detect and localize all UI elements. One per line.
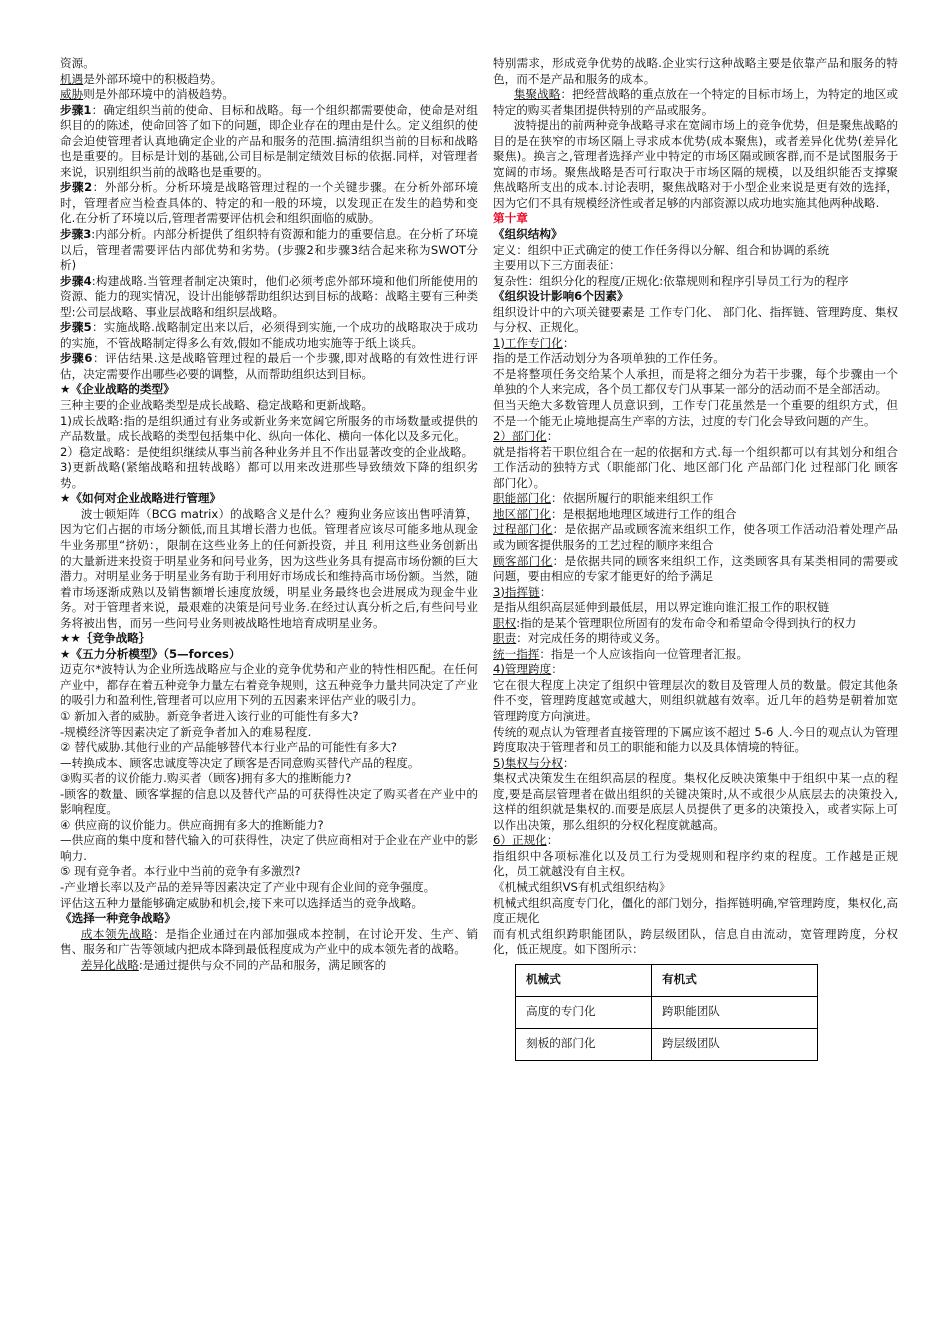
paragraph <box>60 864 478 880</box>
paragraph-text: 迈克尔*波特认为企业所选战略应与企业的竞争优势和产业的特性相匹配。在任何产业中，都存在着五种竞争力量左右着竞争规则，这五种竞争力量共同决定了产业的吸引力和盈利性,管理者可以应用下列的五因素来评估产业的吸引力。 <box>60 662 478 708</box>
paragraph <box>60 56 478 72</box>
bold-heading: 步骤6 <box>60 351 93 366</box>
paragraph <box>493 398 898 429</box>
underlined-term: 机遇 <box>60 71 84 86</box>
paragraph-text: -顾客的数量、顾客掌握的信息以及替代产品的可获得性决定了购买者在产业中的影响程度。 <box>60 786 478 817</box>
paragraph-text: :内部分析。内部分析提供了组织特有资源和能力的重要信息。在分析了环境以后，管理者需要评估内部优势和劣势。(步骤2和步骤3结合起来称为SWOT分析) <box>60 227 478 273</box>
paragraph <box>493 445 898 492</box>
paragraph-text: ： <box>562 755 575 770</box>
chapter-heading: 第十章 <box>493 211 528 226</box>
bold-heading: 步骤1 <box>60 102 92 117</box>
paragraph <box>60 274 478 321</box>
paragraph <box>493 631 898 647</box>
paragraph <box>493 336 898 352</box>
paragraph-text: 机械式组织高度专门化，僵化的部门划分，指挥链明确,窄管理跨度，集权化,高度正规化 <box>493 895 898 926</box>
paragraph <box>493 585 898 601</box>
paragraph-text: 但当天绝大多数管理人员意识到，工作专门花虽然是一个重要的组织方式，但不是一个能无止境地提高生产率的方法，过度的专门化会导致问题的产生。 <box>493 398 898 428</box>
underlined-term: 5)集权与分权 <box>493 755 563 770</box>
paragraph <box>493 491 898 507</box>
underlined-term: 职责 <box>493 631 517 646</box>
underlined-term: 职能部门化 <box>493 491 551 506</box>
paragraph <box>60 787 478 818</box>
right-column <box>493 56 898 1061</box>
paragraph-text: -规模经济等因素决定了新竞争者加入的难易程度. <box>60 724 312 739</box>
paragraph-text: -产业增长率以及产品的差异等因素决定了产业中现有企业间的竞争强度。 <box>60 879 436 894</box>
paragraph-text: ② 替代威胁.其他行业的产品能够替代本行业产品的可能性有多大? <box>60 740 397 755</box>
paragraph <box>493 600 898 616</box>
paragraph <box>493 771 898 833</box>
paragraph-text: —供应商的集中度和替代输入的可获得性，决定了供应商相对于企业在产业中的影响力. <box>60 833 478 863</box>
paragraph-text: 则是外部环境中的消极趋势。 <box>83 87 234 102</box>
paragraph <box>60 87 478 103</box>
underlined-term: 威胁 <box>60 87 84 102</box>
paragraph <box>60 414 478 445</box>
paragraph-text: ③购买者的议价能力.购买者（顾客)拥有多大的推断能力? <box>60 771 352 786</box>
paragraph <box>493 351 898 367</box>
paragraph <box>493 616 898 632</box>
paragraph-text: 是指从组织高层延伸到最低层，用以界定谁向谁汇报工作的职权链 <box>493 600 830 615</box>
paragraph <box>493 118 898 211</box>
underlined-term: 集聚战略 <box>513 87 561 102</box>
paragraph-text: ：指是一个人应该指向一位管理者汇报。 <box>539 646 749 661</box>
table-row <box>516 996 818 1028</box>
paragraph <box>60 507 478 631</box>
underlined-term: 6）正规化 <box>493 833 547 848</box>
paragraph <box>60 647 478 663</box>
bold-heading: 步骤2 <box>60 180 93 195</box>
paragraph-text: 评估这五种力量能够确定威胁和机会,接下来可以选择适当的竞争战略。 <box>60 895 424 910</box>
paragraph-text: 3)更新战略(紧缩战略和扭转战略）都可以用来改进那些导致绩效下降的组织劣势。 <box>60 460 478 490</box>
paragraph <box>60 725 478 741</box>
paragraph <box>493 243 898 259</box>
paragraph-text: 传统的观点认为管理者直接管理的下属应该不超过 5-6 人.今日的观点认为管理跨度取决于管理者和员工的职能和能力以及具体情境的特征。 <box>493 724 898 755</box>
paragraph <box>493 833 898 849</box>
paragraph-text: ： <box>546 833 559 848</box>
paragraph-text: ：是依据共同的顾客来组织工作，这类顾客具有某类相同的需要或问题，要由相应的专家才能更好的给予满足 <box>493 553 898 584</box>
paragraph-text: ： <box>562 335 575 350</box>
paragraph-text: ：把经营战略的重点放在一个特定的目标市场上，为特定的地区或特定的购买者集团提供特别的产品或服务。 <box>493 87 898 117</box>
paragraph <box>493 274 898 290</box>
table-header-cell: 机械式 <box>516 964 652 996</box>
paragraph <box>493 522 898 553</box>
paragraph <box>60 709 478 725</box>
paragraph-text: 是外部环境中的积极趋势。 <box>83 71 223 86</box>
paragraph <box>60 911 478 927</box>
paragraph-text: ：是根据地地理区域进行工作的组合 <box>550 506 737 521</box>
paragraph-text: ：是依据产品或顾客流来组织工作，使各项工作活动沿着处理产品或为顾客提供服务的工艺过程的顺序来组合 <box>493 522 898 552</box>
paragraph <box>493 678 898 725</box>
paragraph-text: 定义：组织中正式确定的使工作任务得以分解、组合和协调的系统 <box>493 242 830 257</box>
underlined-term: 顾客部门化 <box>493 553 553 568</box>
bold-heading: ★《五力分析模型》（5—forces） <box>60 646 241 661</box>
paragraph-text: 指组织中各项标准化以及员工行为受规则和程序约束的程度。工作越是正规化，员工就越没有自主权。 <box>493 848 898 879</box>
table-header-cell: 有机式 <box>652 964 818 996</box>
paragraph <box>60 180 478 227</box>
bold-heading: ★《企业战略的类型》 <box>60 382 175 397</box>
table-cell: 刻板的部门化 <box>516 1028 652 1060</box>
paragraph <box>493 849 898 880</box>
paragraph <box>493 429 898 445</box>
paragraph-text: 不是将整项任务交给某个人承担，而是将之细分为若干步骤，每个步骤由一个单独的个人来完成，各个员工都仅专门从事某一部分的活动而不是全部活动。 <box>493 366 898 397</box>
paragraph <box>493 289 898 305</box>
paragraph-text: ： <box>539 584 552 599</box>
paragraph-text: 波士顿矩阵（BCG matrix）的战略含义是什么？瘦狗业务应该出售呼清算，因为它们占据的市场分额低,而且其增长潜力也低。管理者应该尽可能多地从现金牛业务那里“挤奶：，限制在这些业务上的任何新投资，并且 利用这些业务创新出的大量新进来投资于明星业务和问号业务，因为这些业务具有提高市场份额的巨大潜力。对明星业务于明星业务有助于利用好市场成长和维持高市场份额。当然，随着市场逐渐成熟以及销售额增长速度放缓，明星业务最终也会进展成为现金牛业务。对于管理者来说，最艰难的决策是问号业务.在经过认真分析之后,有些问号业务将被出售，而另一些问号业务则被战略性地培育成明星业务。 <box>60 506 478 630</box>
paragraph-text: ：实施战略.战略制定出来以后，必须得到实施,一个成功的战略取决于成功的实施，不管战略制定得多么有效,假如不能成功地实施等于纸上谈兵。 <box>60 320 479 350</box>
paragraph <box>493 896 898 927</box>
paragraph-text: :是通过提供与众不同的产品和服务，满足顾客的 <box>138 957 387 972</box>
paragraph-text: 资源。 <box>60 56 95 70</box>
paragraph <box>60 351 478 382</box>
paragraph <box>60 958 478 974</box>
paragraph-text: ：对完成任务的期待或义务。 <box>516 631 667 646</box>
paragraph-text: 集权式决策发生在组织高层的程度。集权化反映决策集中于组织中某一点的程度,要是高层管理者在做出组织的关键决策时,从不或很少从底层去的决策投入,这样的组织就是集权的.而要是底层人员提供了更多的决策投入，或者实际上可以作出决策，那么组织的分权化程度就越高。 <box>493 771 898 832</box>
paragraph <box>493 258 898 274</box>
paragraph <box>60 880 478 896</box>
left-column <box>60 56 478 973</box>
bold-heading: ★★｛竞争战略｝ <box>60 631 151 646</box>
paragraph <box>493 227 898 243</box>
paragraph-text: :构建战略.当管理者制定决策时，他们必须考虑外部环境和他们所能使用的资源、能力的现实情况，设计出能够帮助组织达到目标的战略：战略主要有三种类型:公司层战略、事业层战略和组织层战略。 <box>60 273 478 319</box>
bold-heading: 步骤5 <box>60 320 92 335</box>
underlined-term: 地区部门化 <box>493 506 551 521</box>
underlined-term: 职权 <box>493 615 517 630</box>
paragraph <box>493 725 898 756</box>
paragraph <box>60 896 478 912</box>
paragraph-text: ： <box>546 429 559 444</box>
underlined-term: 1)工作专门化 <box>493 335 563 350</box>
paragraph-text: 1)成长战略:指的是组织通过有业务或新业务来宽阔它所服务的市场数量或提供的产品数量。成长战略的类型包括集中化、纵向一体化、横向一体化以及多元化。 <box>60 413 478 444</box>
paragraph <box>60 927 478 958</box>
right-paragraphs <box>493 56 898 958</box>
paragraph <box>60 662 478 709</box>
bold-heading: 步骤3 <box>60 227 92 242</box>
paragraph <box>60 756 478 772</box>
paragraph <box>60 740 478 756</box>
paragraph-text: 《机械式组织VS有机式组织结构》 <box>493 879 671 894</box>
bold-heading: 《组织结构》 <box>493 227 563 242</box>
paragraph-text: ① 新加入者的威胁。新竞争者进入该行业的可能性有多大? <box>60 708 359 723</box>
paragraph-text: 复杂性：组织分化的程度/正规化:依靠规则和程序引导员工行为的程序 <box>493 273 849 288</box>
table-cell: 高度的专门化 <box>516 996 652 1028</box>
paragraph-text: 特别需求，形成竞争优势的战略.企业实行这种战略主要是依靠产品和服务的特色，而不是产品和服务的成本。 <box>493 56 898 86</box>
paragraph <box>60 818 478 834</box>
table-header-row <box>516 964 818 996</box>
underlined-term: 差异化战略 <box>80 957 139 972</box>
bold-heading: 步骤4 <box>60 273 92 288</box>
paragraph-text: :指的是某个管理职位所固有的发布命令和希望命令得到执行的权力 <box>516 615 857 630</box>
paragraph-text: —转换成本、顾客忠诚度等决定了顾客是否同意购买替代产品的程度。 <box>60 755 420 770</box>
bold-heading: ★《如何对企业战略进行管理》 <box>60 491 222 506</box>
paragraph <box>493 647 898 663</box>
paragraph-text: 它在很大程度上决定了组织中管理层次的数目及管理人员的数量。假定其他条件不变，管理跨度越宽或越大，则组织就越有效率。近几年的趋势是朝着加宽管理跨度方向演进。 <box>493 677 898 723</box>
paragraph-text: 组织设计中的六项关键要素是 工作专门化、 部门化、指挥链、管理跨度、集权与分权、正规化。 <box>493 304 898 335</box>
underlined-term: 过程部门化 <box>493 522 553 537</box>
paragraph <box>60 491 478 507</box>
paragraph <box>60 833 478 864</box>
paragraph <box>493 507 898 523</box>
organization-comparison-table <box>515 964 818 1061</box>
paragraph-text: ：是指企业通过在内部加强成本控制，在讨论开发、生产、销售、服务和广告等领域内把成本降到最低程度成为产业中的成本领先者的战略。 <box>60 926 478 957</box>
underlined-term: 4)管理跨度 <box>493 662 552 677</box>
underlined-term: 成本领先战略 <box>80 926 154 941</box>
paragraph <box>493 56 898 87</box>
paragraph-text: 指的是工作活动划分为各项单独的工作任务。 <box>493 351 725 366</box>
bold-heading: 《组织设计影响6个因素》 <box>493 289 629 304</box>
table-row <box>516 1028 818 1060</box>
paragraph-text: 主要用以下三方面表征： <box>493 258 621 273</box>
table-cell: 跨职能团队 <box>652 996 818 1028</box>
paragraph <box>493 662 898 678</box>
table-cell: 跨层级团队 <box>652 1028 818 1060</box>
paragraph <box>493 756 898 772</box>
paragraph <box>60 771 478 787</box>
paragraph-text: ：依据所履行的职能来组织工作 <box>550 491 714 506</box>
underlined-term: 统一指挥 <box>493 646 540 661</box>
paragraph <box>493 554 898 585</box>
paragraph <box>60 72 478 88</box>
paragraph-text: ： <box>551 662 563 677</box>
underlined-term: 2）部门化 <box>493 429 547 444</box>
paragraph <box>60 320 478 351</box>
paragraph-text: 三种主要的企业战略类型是成长战略、稳定战略和更新战略。 <box>60 398 374 413</box>
paragraph <box>493 880 898 896</box>
paragraph <box>60 382 478 398</box>
paragraph <box>493 927 898 958</box>
paragraph <box>60 103 478 181</box>
paragraph <box>60 227 478 274</box>
paragraph-text: 而有机式组织跨职能团队，跨层级团队，信息自由流动，宽管理跨度，分权化，低正规度。如下图所示： <box>493 926 898 957</box>
bold-heading: 《选择一种竞争战略》 <box>60 911 176 926</box>
paragraph-text: ⑤ 现有竞争者。本行业中当前的竞争有多激烈? <box>60 864 301 879</box>
paragraph-text: ：外部分析。分析环境是战略管理过程的一个关键步骤。在分析外部环境时，管理者应当检查具体的、特定的和一般的环境，以发现正在发生的趋势和变化.在分析了环境以后,管理者需要评估机会和组织面临的威胁。 <box>60 180 478 226</box>
paragraph-text: 波特提出的前两种竞争战略寻求在宽阔市场上的竞争优势，但是聚焦战略的目的是在狭窄的市场区隔上寻求成本优势(成本聚焦)，或者差异化优势(差异化聚焦)。换言之,管理者选择产业中特定的市场区隔或顾客群,而不是试图服务于宽阔的市场。聚焦战略是否可行取决于市场区隔的规模，以及组织能否支撑聚焦战略所支出的成本.讨论表明，聚焦战略对于小型企业来说是更有效的选择，因为它们不具有规模经济性或者足够的内部资源以成功地实施其他两种战略. <box>493 118 898 210</box>
paragraph-text: 2）稳定战略：是使组织继续从事当前各种业务并且不作出显著改变的企业战略。 <box>60 444 474 459</box>
paragraph-text: ：确定组织当前的使命、目标和战略。每一个组织都需要使命，使命是对组织目的的陈述，使命回答了如下的问题，即企业存在的理由是什么。定义组织的使命会迫使管理者认真地确定企业的产品和服务的范围.搞清组织当前的目标和战略也是重要的。目标是计划的基础,公司目标是制定绩效目标的依据.同样，对管理者来说，识别组织当前的战略也是重要的。 <box>60 102 478 179</box>
paragraph-text: ④ 供应商的议价能力。供应商拥有多大的推断能力? <box>60 817 324 832</box>
paragraph <box>493 87 898 118</box>
paragraph-text: 就是指将若干职位组合在一起的依据和方式.每一个组织都可以有其划分和组合工作活动的独特方式（职能部门化、地区部门化 产品部门化 过程部门化 顾客部门化）。 <box>493 444 898 490</box>
paragraph <box>60 631 478 647</box>
paragraph <box>60 398 478 414</box>
paragraph <box>493 367 898 398</box>
paragraph <box>60 445 478 461</box>
paragraph <box>493 305 898 336</box>
paragraph-text: ：评估结果.这是战略管理过程的最后一个步骤,即对战略的有效性进行评估，决定需要作出哪些必要的调整，从而帮助组织达到目标。 <box>60 351 478 381</box>
paragraph <box>493 211 898 227</box>
underlined-term: 3)指挥链 <box>493 584 540 599</box>
paragraph <box>60 460 478 491</box>
